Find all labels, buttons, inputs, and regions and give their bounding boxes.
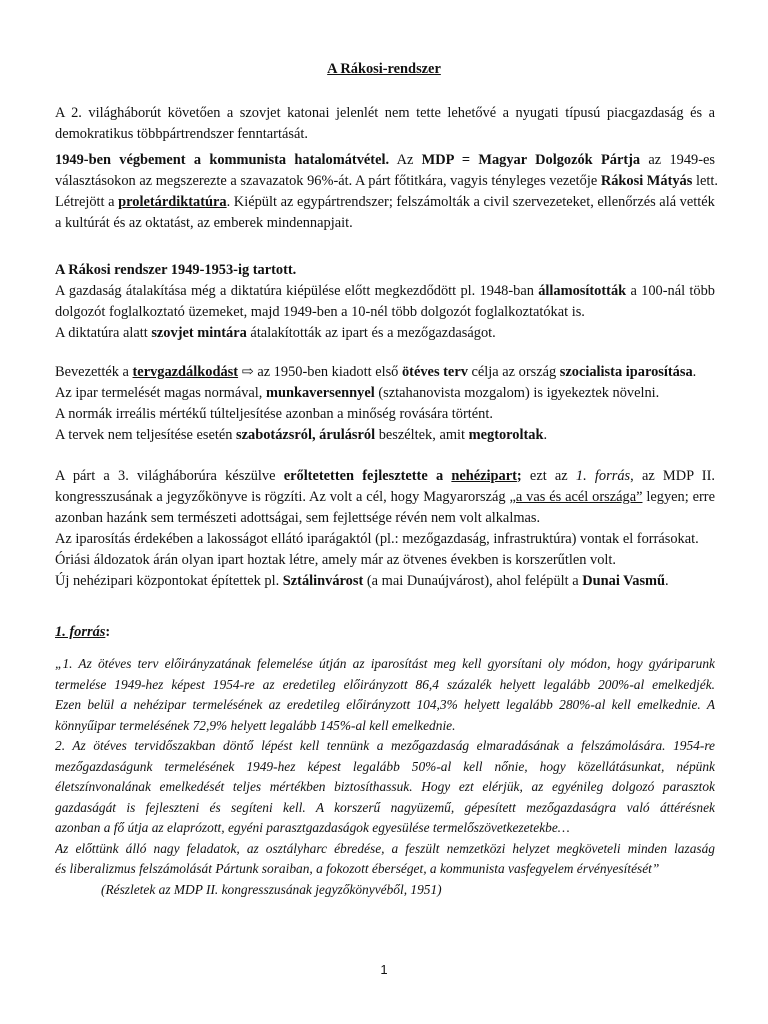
quote-line: könnyűipar termelésének 72,9% helyett legalább 145%-al kell emelkednie. bbox=[55, 717, 456, 733]
text-line: Bevezették a tervgazdálkodást ⇨ az 1950-ben kiadott első ötéves terv célja az ország szocialista iparosítása. bbox=[55, 364, 697, 380]
text-line: Új nehézipari központokat építettek pl. Sztálinvárost (a mai Dunaújvárost), ahol felépült a Dunai Vasmű. bbox=[55, 573, 669, 589]
quote-line: gazdaságát is fejleszteni és segíteni kell. A korszerű nagyüzemű, gépesített mezőgazdaságra való áttérésnek bbox=[55, 799, 715, 815]
source-heading: 1. forrás: bbox=[55, 624, 111, 640]
quote-line: Az előttünk álló nagy feladatok, az osztályharc ébredése, a feszült nemzetközi helyzet megköveteli minden lazaság bbox=[55, 840, 715, 856]
paragraph-intro bbox=[55, 103, 715, 145]
quote-line: termelése 1949-hez képest 1954-re az eredetileg előirányzott 86,4 százalék helyett legalább 200%-al emelkedjék. bbox=[55, 676, 715, 692]
text-line: kongresszusának a jegyzőkönyve is rögzíti. Az volt a cél, hogy Magyarország „a vas és acél országa” legyen; erre bbox=[55, 489, 715, 505]
text-line: A diktatúra alatt szovjet mintára átalakították az ipart és a mezőgazdaságot. bbox=[55, 325, 496, 341]
page-number: 1 bbox=[380, 962, 388, 977]
text-line: Létrejött a proletárdiktatúra. Kiépült az egypártrendszer; felszámolták a civil szervezeteket, ellenőrzés alá vették bbox=[55, 194, 715, 210]
quote-line: 2. Az ötéves tervidőszakban döntő lépést kell tennünk a mezőgazdaság elmaradásának a felszámolására. 1954-re bbox=[55, 738, 715, 753]
text-line: demokratikus többpártrendszer fenntartását. bbox=[55, 126, 308, 142]
quote-line: és liberalizmus felszámolását Pártunk soraiban, a fokozott éberséget, a kommunista vasfegyelem érvényesítését” bbox=[55, 861, 660, 876]
text-line: a kultúrát és az oktatást, az emberek mindennapjait. bbox=[55, 215, 353, 231]
text-line: A gazdaság átalakítása még a diktatúra kiépülése előtt megkezdődött pl. 1948-ban államosították a 100-nál több bbox=[55, 283, 715, 299]
quote-line: Ezen belül a nehézipar termelésének az eredetileg előirányzott 104,3% helyett legalább 280%-al kell emelkednie. A bbox=[55, 697, 715, 712]
text-line: Óriási áldozatok árán olyan ipart hoztak létre, amely már az ötvenes években is korszerűtlen volt. bbox=[55, 552, 617, 568]
section-heading: A Rákosi rendszer 1949-1953-ig tartott. bbox=[55, 262, 297, 278]
quote-line: életszínvonalának emelkedését teljes mértékben biztosíthassuk. Hogy ezt elérjük, az egyénileg dolgozó parasztok bbox=[55, 779, 715, 794]
paragraph-planned-economy bbox=[55, 362, 715, 446]
text-line: A tervek nem teljesítése esetén szabotázsról, árulásról beszéltek, amit megtoroltak. bbox=[55, 427, 548, 443]
quote-line: mezőgazdaságunk termelésének 1949-hez képest legalább 50%-al kell nőnie, hogy közellátásunkat, népünk bbox=[55, 758, 715, 774]
paragraph-heavy-industry bbox=[55, 466, 715, 592]
arrow-icon: ⇨ bbox=[238, 364, 258, 380]
text-line: A normák irreális mértékű túlteljesítése azonban a minőség rovására történt. bbox=[55, 406, 493, 422]
text-line: választásokon az megszerezte a szavazatok 96%-át. A párt főtitkára, vagyis tényleges vezetője Rákosi Mátyás lett. bbox=[55, 173, 718, 189]
quote-line: „1. Az ötéves terv előirányzatának felemelése útján az iparosítást meg kell gyorsítani oly módon, hogy gyáriparunk bbox=[55, 656, 715, 671]
page-title: A Rákosi-rendszer bbox=[327, 61, 441, 77]
text-line: Az ipar termelését magas normával, munkaversennyel (sztahanovista mozgalom) is igyekeztek növelni. bbox=[55, 385, 660, 401]
quote-line: azonban a fő útja az elaprózott, egyéni parasztgazdaságok egyesülése termelőszövetkezetekbe… bbox=[55, 820, 570, 835]
text-line: Az iparosítás érdekében a lakosságot ellátó iparágaktól (pl.: mezőgazdaság, infrastruktúra) vontak el forrásokat. bbox=[55, 531, 699, 547]
text-line: A 2. világháborút követően a szovjet katonai jelenlét nem tette lehetővé a nyugati típusú piacgazdaság és a bbox=[55, 105, 715, 121]
text-line: dolgozót foglalkoztató üzemeket, majd 1949-ben a 10-nél több dolgozót foglalkoztatókat is. bbox=[55, 304, 585, 320]
source-quote bbox=[55, 654, 715, 900]
paragraph-takeover bbox=[55, 150, 718, 234]
quote-reference: (Részletek az MDP II. kongresszusának jegyzőkönyvéből, 1951) bbox=[101, 881, 442, 897]
text-line: A párt a 3. világháborúra készülve erőltetetten fejlesztette a nehézipart; ezt az 1. forrás, az MDP II. bbox=[55, 468, 715, 484]
paragraph-period bbox=[55, 260, 715, 344]
text-line: azonban hazánk sem természeti adottságai, sem fejlettsége révén nem volt alkalmas. bbox=[55, 510, 541, 526]
text-line: 1949-ben végbement a kommunista hatalomátvétel. Az MDP = Magyar Dolgozók Pártja az 1949-es bbox=[55, 152, 715, 168]
